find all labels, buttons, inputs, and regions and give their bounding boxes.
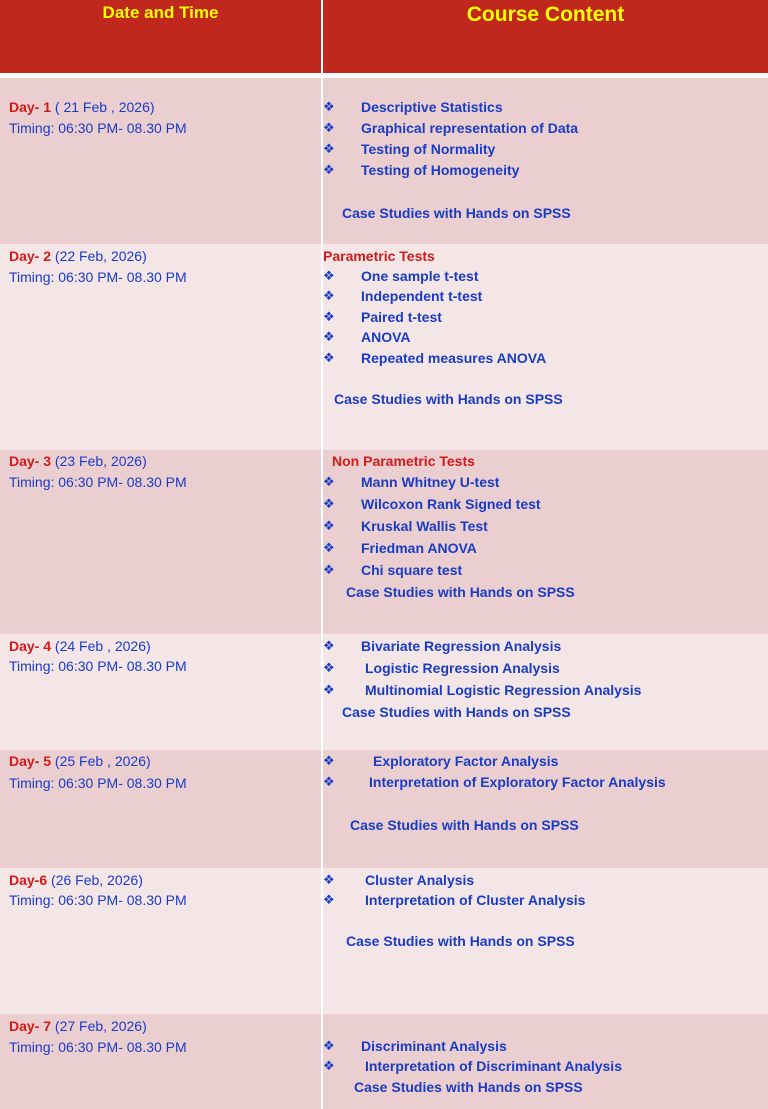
schedule-row-day-5: [0, 750, 768, 868]
list-item: [323, 268, 768, 288]
section-title: Non Parametric Tests: [332, 453, 475, 469]
day-timing: Timing: 06:30 PM- 08.30 PM: [9, 269, 187, 285]
list-item: [323, 288, 768, 308]
day-date: (26 Feb, 2026): [47, 872, 143, 888]
day-4-heading: [9, 638, 151, 654]
schedule-row-day-7: [0, 1014, 768, 1109]
topic-text: Paired t-test: [361, 309, 442, 325]
table-header: [0, 0, 768, 73]
topic-text: Independent t-test: [361, 288, 483, 304]
topic-text: Repeated measures ANOVA: [361, 350, 547, 366]
schedule-row-day-3: [0, 450, 768, 634]
list-item: [323, 350, 768, 370]
list-item: [323, 1038, 768, 1058]
list-item: [323, 141, 768, 161]
topic-text: Descriptive Statistics: [361, 99, 503, 115]
day-6-content: [323, 868, 768, 1014]
list-item: [323, 562, 768, 582]
diamond-bullet-icon: ❖: [323, 540, 335, 555]
day-4-cell: [0, 634, 321, 750]
day-5-cell: [0, 750, 321, 868]
diamond-bullet-icon: ❖: [323, 141, 335, 156]
day-2-heading: [9, 248, 147, 264]
list-item: [323, 1058, 768, 1078]
day-timing: Timing: 06:30 PM- 08.30 PM: [9, 1039, 187, 1055]
topic-text: Friedman ANOVA: [361, 540, 477, 556]
diamond-bullet-icon: ❖: [323, 329, 335, 344]
list-item: [323, 99, 768, 119]
day-2-content: [323, 244, 768, 450]
day-7-heading: [9, 1018, 147, 1034]
diamond-bullet-icon: ❖: [323, 99, 335, 114]
diamond-bullet-icon: ❖: [323, 1058, 335, 1073]
day-5-heading: [9, 753, 151, 769]
day-6-cell: [0, 868, 321, 1014]
list-item: [323, 120, 768, 140]
day-1-heading: [9, 99, 155, 115]
list-item: [323, 474, 768, 494]
diamond-bullet-icon: ❖: [323, 120, 335, 135]
topic-text: Testing of Homogeneity: [361, 162, 520, 178]
day-5-content: [323, 750, 768, 868]
topic-text: Interpretation of Exploratory Factor Analysis: [369, 774, 666, 790]
case-study-note: Case Studies with Hands on SPSS: [354, 1079, 583, 1095]
schedule-row-day-2: [0, 244, 768, 450]
diamond-bullet-icon: ❖: [323, 268, 335, 283]
topic-text: Testing of Normality: [361, 141, 496, 157]
schedule-row-day-6: [0, 868, 768, 1014]
day-timing: Timing: 06:30 PM- 08.30 PM: [9, 775, 187, 791]
day-label: Day- 4: [9, 638, 52, 654]
section-title: Parametric Tests: [323, 248, 435, 264]
day-label: Day- 2: [9, 248, 52, 264]
diamond-bullet-icon: ❖: [323, 774, 335, 789]
diamond-bullet-icon: ❖: [323, 1038, 335, 1053]
list-item: [323, 329, 768, 349]
case-study-note: Case Studies with Hands on SPSS: [342, 704, 571, 720]
day-label: Day- 3: [9, 453, 52, 469]
topic-text: Interpretation of Cluster Analysis: [365, 892, 586, 908]
day-1-content: [323, 78, 768, 244]
day-7-content: [323, 1014, 768, 1109]
diamond-bullet-icon: ❖: [323, 872, 335, 887]
diamond-bullet-icon: ❖: [323, 682, 335, 697]
list-item: [323, 309, 768, 329]
schedule-row-day-4: [0, 634, 768, 750]
diamond-bullet-icon: ❖: [323, 638, 335, 653]
topic-text: Bivariate Regression Analysis: [361, 638, 562, 654]
diamond-bullet-icon: ❖: [323, 309, 335, 324]
diamond-bullet-icon: ❖: [323, 660, 335, 675]
case-study-note: Case Studies with Hands on SPSS: [346, 584, 575, 600]
topic-text: Kruskal Wallis Test: [361, 518, 488, 534]
day-4-content: [323, 634, 768, 750]
topic-text: Exploratory Factor Analysis: [373, 753, 559, 769]
topic-text: Logistic Regression Analysis: [365, 660, 560, 676]
schedule-row-day-1: [0, 78, 768, 244]
diamond-bullet-icon: ❖: [323, 162, 335, 177]
topic-text: Graphical representation of Data: [361, 120, 579, 136]
day-label: Day-6: [9, 872, 48, 888]
day-3-content: [323, 450, 768, 634]
list-item: [323, 496, 768, 516]
day-timing: Timing: 06:30 PM- 08.30 PM: [9, 892, 187, 908]
list-item: [323, 753, 768, 773]
list-item: [323, 518, 768, 538]
topic-text: Discriminant Analysis: [361, 1038, 507, 1054]
topic-text: Cluster Analysis: [365, 872, 475, 888]
list-item: [323, 660, 768, 680]
day-2-cell: [0, 244, 321, 450]
topic-text: ANOVA: [361, 329, 411, 345]
list-item: [323, 872, 768, 892]
day-date: (25 Feb , 2026): [51, 753, 151, 769]
day-6-heading: [9, 872, 143, 888]
list-item: [323, 682, 768, 702]
list-item: [323, 774, 768, 794]
day-3-cell: [0, 450, 321, 634]
day-timing: Timing: 06:30 PM- 08.30 PM: [9, 474, 187, 490]
day-date: (22 Feb, 2026): [51, 248, 147, 264]
diamond-bullet-icon: ❖: [323, 288, 335, 303]
diamond-bullet-icon: ❖: [323, 350, 335, 365]
list-item: [323, 638, 768, 658]
list-item: [323, 540, 768, 560]
topic-text: One sample t-test: [361, 268, 479, 284]
topic-text: Multinomial Logistic Regression Analysis: [365, 682, 642, 698]
day-date: (27 Feb, 2026): [51, 1018, 147, 1034]
day-timing: Timing: 06:30 PM- 08.30 PM: [9, 658, 187, 674]
day-label: Day- 5: [9, 753, 52, 769]
topic-text: Interpretation of Discriminant Analysis: [365, 1058, 622, 1074]
diamond-bullet-icon: ❖: [323, 474, 335, 489]
day-label: Day- 7: [9, 1018, 52, 1034]
diamond-bullet-icon: ❖: [323, 892, 335, 907]
day-timing: Timing: 06:30 PM- 08.30 PM: [9, 120, 187, 136]
day-date: (24 Feb , 2026): [51, 638, 151, 654]
topic-text: Chi square test: [361, 562, 463, 578]
date-time-header: Date and Time: [102, 3, 219, 22]
diamond-bullet-icon: ❖: [323, 496, 335, 511]
day-date: ( 21 Feb , 2026): [51, 99, 155, 115]
day-7-cell: [0, 1014, 321, 1109]
topic-text: Mann Whitney U-test: [361, 474, 500, 490]
day-3-heading: [9, 453, 147, 469]
day-date: (23 Feb, 2026): [51, 453, 147, 469]
diamond-bullet-icon: ❖: [323, 753, 335, 768]
course-content-header: Course Content: [466, 3, 625, 26]
diamond-bullet-icon: ❖: [323, 518, 335, 533]
day-label: Day- 1: [9, 99, 52, 115]
case-study-note: Case Studies with Hands on SPSS: [334, 391, 563, 407]
case-study-note: Case Studies with Hands on SPSS: [342, 205, 571, 221]
case-study-note: Case Studies with Hands on SPSS: [350, 817, 579, 833]
topic-text: Wilcoxon Rank Signed test: [361, 496, 541, 512]
diamond-bullet-icon: ❖: [323, 562, 335, 577]
list-item: [323, 892, 768, 912]
list-item: [323, 162, 768, 182]
day-1-cell: [0, 78, 321, 244]
case-study-note: Case Studies with Hands on SPSS: [346, 933, 575, 949]
